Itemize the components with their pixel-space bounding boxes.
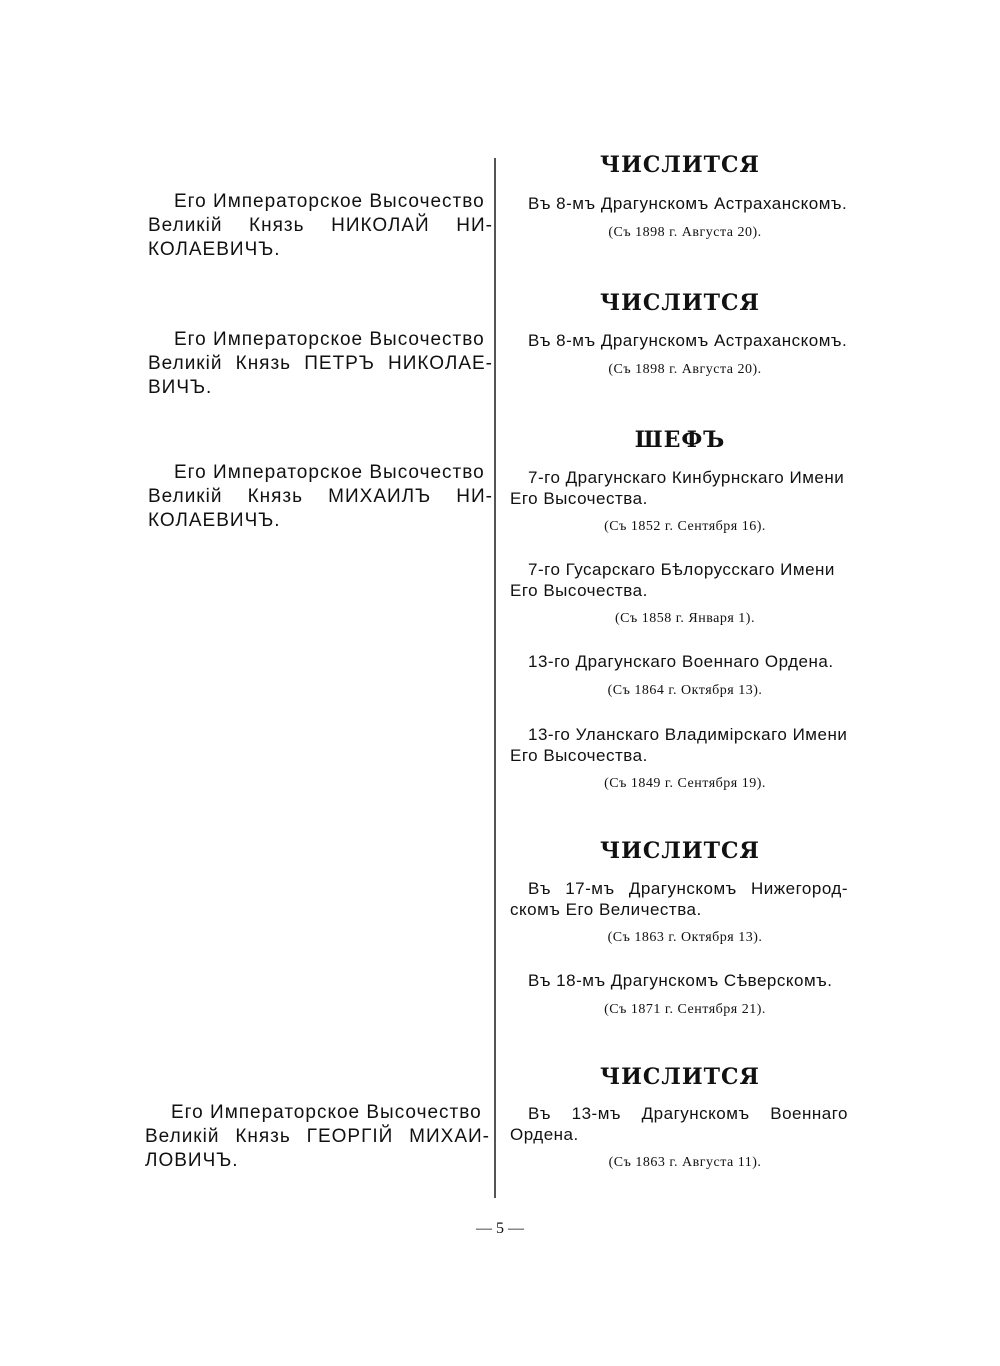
person-entry-mikhail: [148, 461, 493, 533]
person-name-line-end: ЛОВИЧЪ.: [145, 1150, 239, 1171]
date-line: (Съ 1849 г. Сентября 19).: [604, 776, 766, 791]
regiment-line: Въ 8-мъ Драгунскомъ Астраханскомъ.: [528, 194, 848, 213]
regiment-line: 13-го Уланскаго Владимірскаго Имени: [528, 725, 848, 744]
regiment-entry: [510, 193, 848, 214]
column-divider: [494, 158, 496, 1198]
date-line: (Съ 1898 г. Августа 20).: [608, 225, 762, 240]
section-heading: ШЕФЪ: [634, 427, 726, 453]
person-entry-georgii: [145, 1101, 490, 1173]
person-name-line-end: ВИЧЪ.: [148, 377, 213, 398]
regiment-line: Его Высочества.: [510, 581, 648, 600]
regiment-line: Въ 17-мъ Драгунскомъ Нижегород-: [528, 879, 848, 898]
regiment-line: Въ 18-мъ Драгунскомъ Сѣверскомъ.: [528, 971, 833, 990]
person-title-line: Его Императорское Высочество: [174, 191, 485, 212]
regiment-entry: [510, 1103, 848, 1145]
regiment-entry: [510, 724, 848, 766]
regiment-entry: [510, 878, 848, 920]
person-name-line-end: КОЛАЕВИЧЪ.: [148, 239, 281, 260]
person-name-line: Великій Князь НИКОЛАЙ НИ-: [148, 215, 493, 236]
regiment-entry: [510, 559, 848, 601]
person-title-line: Его Императорское Высочество: [174, 462, 485, 483]
regiment-line: Въ 8-мъ Драгунскомъ Астраханскомъ.: [528, 331, 848, 350]
date-line: (Съ 1863 г. Октября 13).: [607, 930, 763, 945]
person-title-line: Его Императорское Высочество: [174, 329, 485, 350]
section-heading: ЧИСЛИТСЯ: [600, 838, 760, 864]
person-entry-petr: [148, 328, 493, 400]
person-name-line: Великій Князь МИХАИЛЪ НИ-: [148, 486, 493, 507]
date-line: (Съ 1864 г. Октября 13).: [607, 683, 763, 698]
regiment-line: 13-го Драгунскаго Военнаго Ордена.: [528, 652, 834, 671]
person-name-line: Великій Князь ГЕОРГІЙ МИХАИ-: [145, 1126, 490, 1147]
regiment-entry: [510, 467, 848, 509]
person-entry-nikolai: [148, 190, 493, 262]
regiment-line: Его Высочества.: [510, 489, 648, 508]
regiment-entry: [510, 651, 848, 672]
section-heading: ЧИСЛИТСЯ: [600, 152, 760, 178]
regiment-line: Его Высочества.: [510, 746, 648, 765]
date-line: (Съ 1858 г. Января 1).: [615, 611, 755, 626]
regiment-line: 7-го Драгунскаго Кинбурнскаго Имени: [528, 468, 845, 487]
section-heading: ЧИСЛИТСЯ: [600, 290, 760, 316]
regiment-line: Ордена.: [510, 1125, 579, 1144]
section-heading: ЧИСЛИТСЯ: [600, 1064, 760, 1090]
date-line: (Съ 1863 г. Августа 11).: [608, 1155, 762, 1170]
regiment-line: Въ 13-мъ Драгунскомъ Военнаго: [528, 1104, 848, 1123]
date-line: (Съ 1898 г. Августа 20).: [608, 362, 762, 377]
regiment-entry: [510, 970, 848, 991]
person-name-line-end: КОЛАЕВИЧЪ.: [148, 510, 281, 531]
date-line: (Съ 1852 г. Сентября 16).: [604, 519, 766, 534]
regiment-line: скомъ Его Величества.: [510, 900, 702, 919]
date-line: (Съ 1871 г. Сентября 21).: [604, 1002, 766, 1017]
person-title-line: Его Императорское Высочество: [171, 1102, 482, 1123]
page-number: — 5 —: [476, 1220, 524, 1237]
regiment-entry: [510, 330, 848, 351]
regiment-line: 7-го Гусарскаго Бѣлорусскаго Имени: [528, 560, 835, 579]
person-name-line: Великій Князь ПЕТРЪ НИКОЛАЕ-: [148, 353, 493, 374]
